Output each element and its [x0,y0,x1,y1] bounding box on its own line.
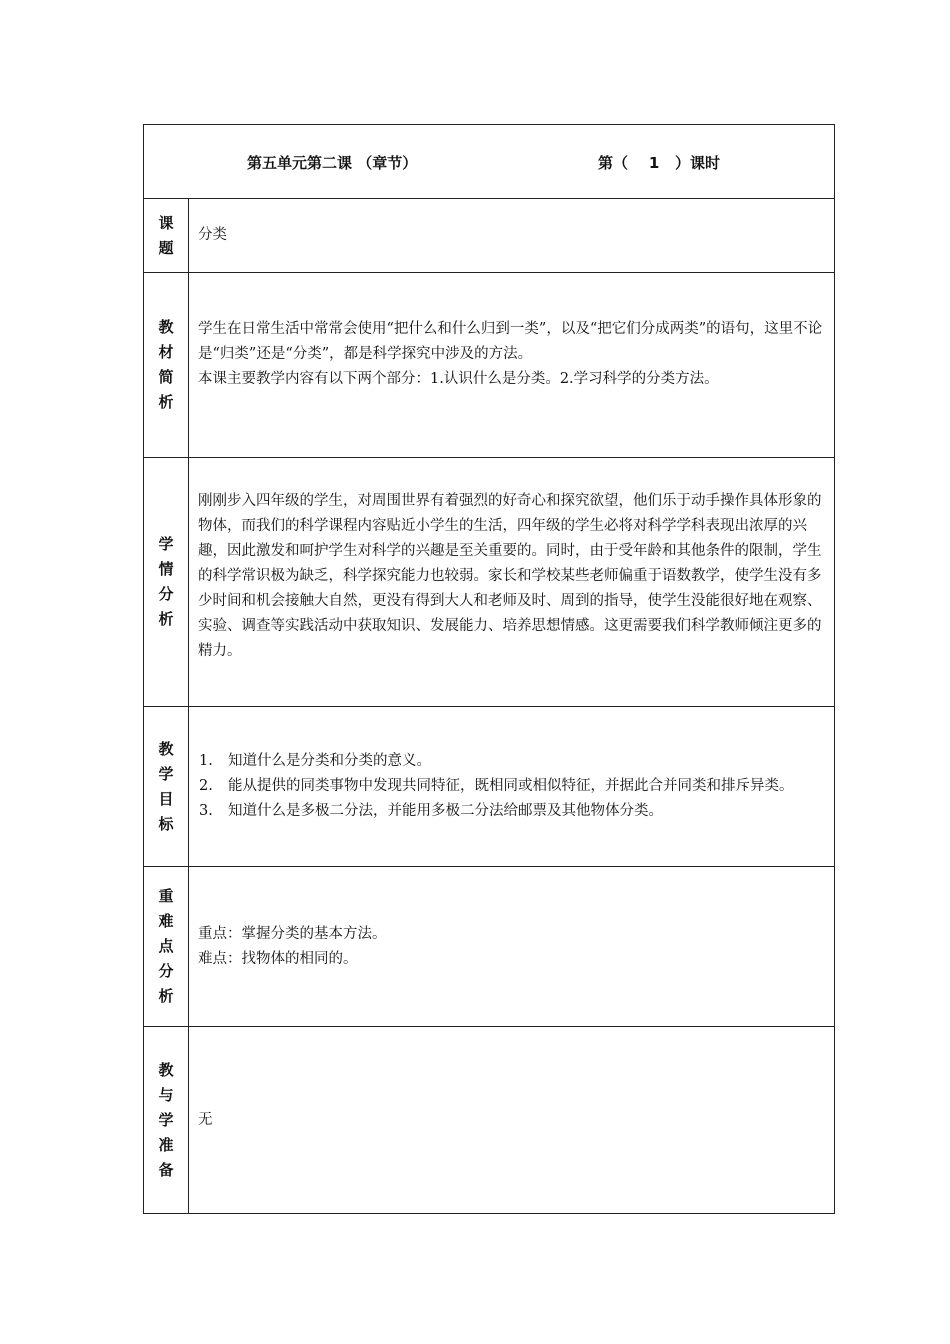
label-char: 目 [158,789,174,808]
row-content [189,199,835,273]
row-material-analysis [144,273,835,458]
item-text: 能从提供的同类事物中发现共同特征，既相同或相似特征，并据此合并同类和排斥异类。 [228,778,794,794]
item-number: 1. [199,753,213,769]
label-char: 重 [158,887,174,905]
paragraph: 重点：掌握分类的基本方法。 [198,925,387,942]
item-text: 知道什么是分类和分类的意义。 [228,753,431,769]
lesson-plan-table [143,124,835,1214]
row-teaching-goals [144,707,835,867]
goals-list [191,749,826,824]
item-text: 知道什么是多极二分法，并能用多极二分法给邮票及其他物体分类。 [228,803,663,819]
label-char: 准 [158,1135,174,1154]
row-label [144,273,189,458]
label-char: 情 [158,560,174,578]
label-char: 难 [158,912,174,930]
paragraph: 本课主要教学内容有以下两个部分：1.认识什么是分类。2.学习科学的分类方法。 [198,371,719,387]
label-char: 题 [158,238,174,257]
label-char: 学 [158,535,174,553]
label-char: 点 [158,937,174,955]
label-char: 与 [158,1085,174,1104]
label-char: 材 [158,343,174,361]
paragraph: 学生在日常生活中常常会使用“把什么和什么归到一类”，以及“把它们分成两类”的语句，这里不论是“归类”还是“分类”，都是科学探究中涉及的方法。 [198,321,823,362]
row-label [144,199,189,273]
row-preparation [144,1027,835,1214]
row-label [144,458,189,707]
unit-lesson-title: 第五单元第二课 （章节） [247,154,418,172]
label-char: 学 [158,764,174,783]
list-item [191,749,826,774]
label-char: 课 [158,213,174,232]
preparation-text: 无 [198,1111,213,1128]
label-char: 分 [158,962,174,980]
label-char: 析 [158,610,174,628]
class-period: 第（ 1 ）课时 [598,154,720,172]
row-key-points [144,867,835,1027]
label-char: 标 [158,814,174,833]
row-label [144,707,189,867]
topic-text: 分类 [198,227,227,243]
item-number: 2. [199,778,213,794]
row-label [144,1027,189,1214]
header-row [144,125,835,199]
paragraph: 刚刚步入四年级的学生，对周围世界有着强烈的好奇心和探究欲望，他们乐于动手操作具体形象的物体，而我们的科学课程内容贴近小学生的生活，四年级的学生必将对科学学科表现出浓厚的兴趣，因此激发和呵护学生对科学的兴趣是至关重要的。同时，由于受年龄和其他条件的限制，学生的科学常识极为缺乏，科学探究能力也较弱。家长和学校某些老师偏重于语数教学，使学生没有多少时间和机会接触大自然，更没有得到大人和老师及时、周到的指导，使学生没能很好地在观察、实验、调查等实践活动中获取知识、发展能力、培养思想情感。这更需要我们科学教师倾注更多的精力。 [198,493,822,659]
row-label [144,867,189,1027]
paragraph: 难点：找物体的相同的。 [198,950,358,967]
row-content [189,867,835,1027]
label-char: 析 [158,987,174,1005]
row-content [189,273,835,458]
header-cell [144,125,835,199]
label-char: 教 [158,318,174,336]
label-char: 教 [158,739,174,758]
label-char: 析 [158,393,174,411]
item-number: 3. [199,803,213,819]
row-topic [144,199,835,273]
label-char: 备 [158,1160,174,1179]
row-student-analysis [144,458,835,707]
label-char: 教 [158,1060,174,1079]
label-char: 学 [158,1110,174,1129]
row-content [189,1027,835,1214]
label-char: 简 [158,368,174,386]
row-content [189,458,835,707]
list-item [191,774,826,799]
list-item [191,799,826,824]
row-content [189,707,835,867]
label-char: 分 [158,585,174,603]
